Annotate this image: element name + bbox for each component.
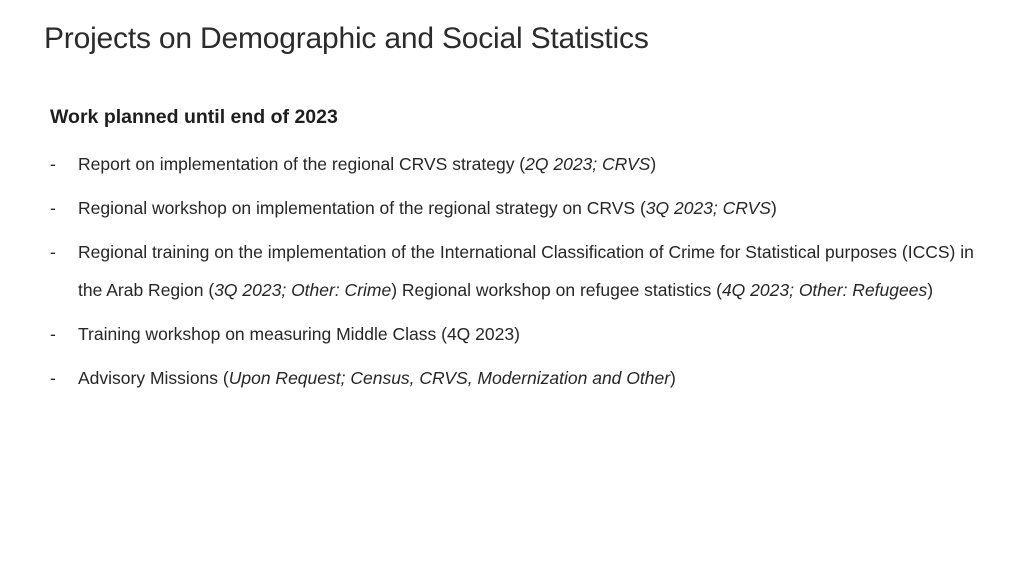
item-text-segment: Advisory Missions ( xyxy=(78,368,229,388)
item-text-segment: ) xyxy=(650,154,657,174)
list-item-text xyxy=(78,189,990,227)
list-item-text xyxy=(78,233,990,309)
section-heading: Work planned until end of 2023 xyxy=(50,106,338,128)
bullet-dash: - xyxy=(50,198,56,218)
item-detail-italic: 4Q 2023; Other: Refugees xyxy=(721,280,928,300)
item-text-segment: ) xyxy=(927,280,934,300)
bullet-dash: - xyxy=(50,154,56,174)
item-text-segment: ) xyxy=(670,368,676,388)
bullet-dash: - xyxy=(50,242,56,262)
item-detail-italic: 2Q 2023; CRVS xyxy=(525,154,651,174)
list-item-text xyxy=(78,359,990,397)
list-item xyxy=(50,359,990,397)
work-items-list xyxy=(50,145,990,397)
item-text-segment: Report on implementation of the regional CRVS strategy ( xyxy=(78,154,526,174)
item-text-segment: Regional training on the implementation of the International Classification of Crime for Statistical purposes (ICCS) in the Arab Region ( xyxy=(78,242,974,300)
item-detail-italic: Upon Request; Census, CRVS, Modernization and Other xyxy=(228,368,671,388)
item-text-segment: Regional workshop on implementation of the regional strategy on CRVS ( xyxy=(78,198,646,218)
item-text-segment: ) Regional workshop on refugee statistics ( xyxy=(391,280,722,300)
item-detail-italic: 3Q 2023; Other: Crime xyxy=(214,280,392,300)
slide-content xyxy=(50,103,990,403)
list-item-text xyxy=(78,145,990,183)
item-text-segment: Training workshop on measuring Middle Class (4Q 2023) xyxy=(78,324,520,344)
item-detail-italic: 3Q 2023; CRVS xyxy=(645,198,771,218)
bullet-dash: - xyxy=(50,324,56,344)
list-item xyxy=(50,315,990,353)
list-item xyxy=(50,189,990,227)
list-item xyxy=(50,233,990,309)
item-text-segment: ) xyxy=(770,198,777,218)
bullet-dash: - xyxy=(50,368,56,388)
list-item-text xyxy=(78,315,990,353)
list-item xyxy=(50,145,990,183)
slide-title: Projects on Demographic and Social Statistics xyxy=(44,22,649,55)
